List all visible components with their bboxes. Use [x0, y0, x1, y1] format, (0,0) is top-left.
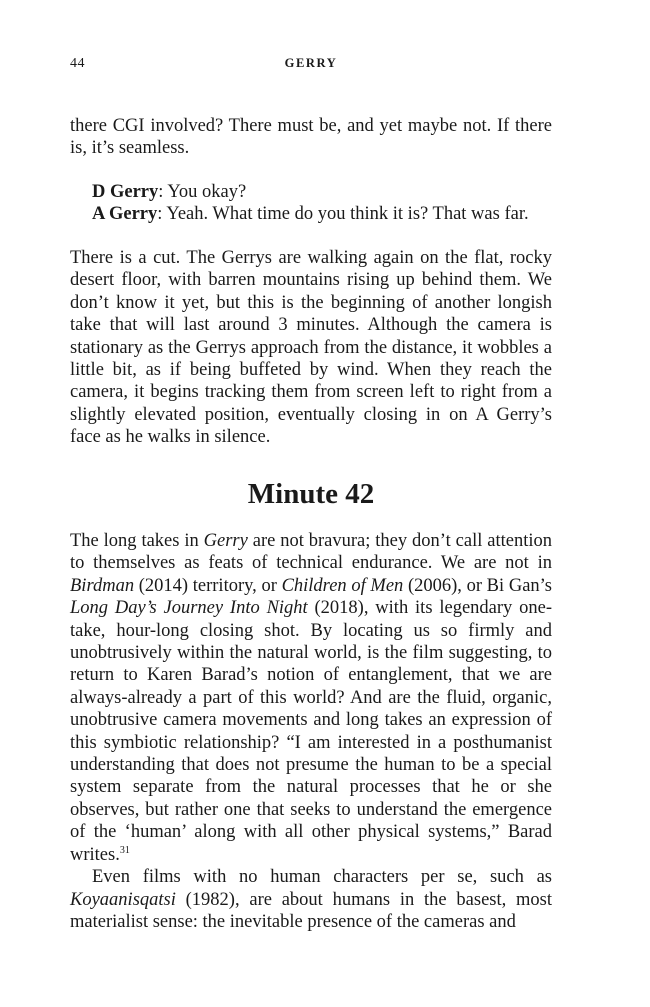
page-number: 44 — [70, 56, 85, 71]
paragraph-text: (2006), or Bi Gan’s — [403, 575, 552, 596]
section-heading: Minute 42 — [247, 478, 375, 510]
dialogue-block — [92, 181, 529, 226]
paragraph-text: are not bravura; they don’t call attention to themselves as feats of technical endurance. We are not in — [70, 531, 552, 574]
paragraph-text: The long takes in — [70, 531, 204, 551]
section-paragraph — [70, 530, 552, 866]
paragraph-text: (1982), are about humans in the basest, most materialist sense: the inevitable presence of the cameras and — [70, 889, 552, 932]
paragraph-text: (2014) territory, or — [134, 575, 282, 596]
intro-paragraph-block — [70, 115, 552, 160]
speaker-name: A Gerry — [92, 204, 158, 225]
dialogue-text: : Yeah. What time do you think it is? That was far. — [157, 204, 529, 225]
paragraph-text: (2018), with its legendary one-take, hour-long closing shot. By locating us so firmly and unobtrusively within the natural world, is the film suggesting, to return to Karen Barad’s notion of entanglement, that we are always-already a part of this world? And are the fluid, organic, unobtrusive camera movements and long takes an expression of this symbiotic relationship? “I am interested in a posthumanist understanding that does not presume the human to be a special system separate from the natural processes that he or she observes, but rather one that seeks to understand the emergence of the ‘human’ along with all other physical systems,” Barad writes. — [70, 598, 552, 865]
section-body — [70, 530, 552, 933]
film-title: Gerry — [203, 531, 248, 551]
paragraph-text: Even films with no human characters per se, such as — [92, 867, 552, 888]
running-title: GERRY — [284, 56, 338, 70]
section-paragraph — [70, 866, 552, 933]
film-title: Koyaanisqatsi — [70, 889, 176, 910]
intro-paragraph: there CGI involved? There must be, and yet maybe not. If there is, it’s seamless. — [70, 116, 552, 159]
running-head — [70, 56, 552, 76]
dialogue-line — [92, 181, 529, 203]
scene-paragraph: There is a cut. The Gerrys are walking again on the flat, rocky desert floor, with barren mountains rising up behind them. We don’t know it yet, but this is the beginning of another longish take that will last around 3 minutes. Although the camera is stationary as the Gerrys approach from the distance, it wobbles a little bit, as if being buffeted by wind. When they reach the camera, it begins tracking them from screen left to right from a slightly elevated position, eventually closing in on A Gerry’s face as he walks in silence. — [70, 248, 552, 448]
film-title: Children of Men — [281, 575, 404, 596]
film-title: Birdman — [70, 575, 135, 596]
footnote-marker[interactable]: 31 — [119, 844, 130, 856]
speaker-name: D Gerry — [92, 182, 159, 202]
film-title: Long Day’s Journey Into Night — [70, 598, 308, 619]
dialogue-text: : You okay? — [158, 182, 247, 202]
dialogue-line — [92, 203, 529, 225]
scene-paragraph-block — [70, 247, 552, 449]
